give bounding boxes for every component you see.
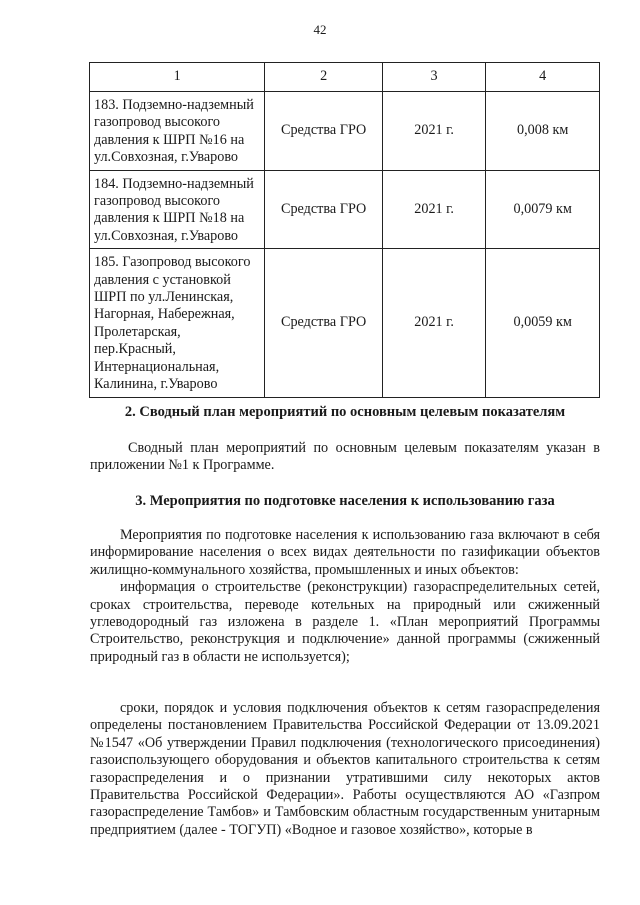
length-cell: 0,0079 км [486, 170, 600, 249]
year-cell: 2021 г. [382, 92, 486, 171]
table-header-row [90, 63, 600, 92]
year-cell: 2021 г. [382, 249, 486, 397]
section-3-paragraph-3: сроки, порядок и условия подключения объектов к сетям газораспределения определены постановлением Правительства Российской Федерации от 13.09.2021 №1547 «Об утверждении Правил подключения (технологического присоединения) газоиспользующего оборудования и объектов капитального строительства к сетям газораспределения и о признании утратившими силу некоторых актов Правительства Российской Федерации». Работы осуществляются АО «Газпром газораспределение Тамбов» и Тамбовским областным государственным унитарным предприятием (далее - ТОГУП) «Водное и газовое хозяйство», которые в [90, 700, 600, 838]
header-cell: 1 [90, 63, 265, 92]
section-2-title: 2. Сводный план мероприятий по основным целевым показателям [124, 404, 566, 420]
header-cell: 2 [265, 63, 382, 92]
section-3-paragraph-2: информация о строительстве (реконструкции) газораспределительных сетей, сроках строительства, переводе котельных на природный или сжиженный углеводородный газ изложена в разделе 1. «План мероприятий Программы Строительство, реконструкция и подключение» данной программы (сжиженный природный газ в области не используется); [90, 579, 600, 665]
object-name-cell: 184. Подземно-надземный газопровод высокого давления к ШРП №18 на ул.Совхозная, г.Уварово [90, 170, 265, 249]
section-3-title: 3. Мероприятия по подготовке населения к использованию газа [135, 493, 555, 509]
funding-source-cell: Средства ГРО [265, 170, 382, 249]
page-number: 42 [313, 22, 327, 37]
section-2-text: Сводный план мероприятий по основным целевым показателям указан в приложении №1 к Программе. [90, 440, 600, 474]
funding-source-cell: Средства ГРО [265, 249, 382, 397]
table-row [90, 92, 600, 171]
length-cell: 0,0059 км [486, 249, 600, 397]
object-name-cell: 183. Подземно-надземный газопровод высокого давления к ШРП №16 на ул.Совхозная, г.Уварово [90, 92, 265, 171]
header-cell: 3 [382, 63, 486, 92]
object-name-cell: 185. Газопровод высокого давления с установкой ШРП по ул.Ленинская, Нагорная, Набережная, Пролетарская, пер.Красный, Интернациональная, Калинина, г.Уварово [90, 249, 265, 397]
table-row [90, 249, 600, 397]
plan-table [89, 62, 600, 398]
length-cell: 0,008 км [486, 92, 600, 171]
header-cell: 4 [486, 63, 600, 92]
funding-source-cell: Средства ГРО [265, 92, 382, 171]
year-cell: 2021 г. [382, 170, 486, 249]
table-row [90, 170, 600, 249]
section-3-paragraph-1: Мероприятия по подготовке населения к использованию газа включают в себя информирование населения о всех видах деятельности по газификации объектов жилищно-коммунального хозяйства, промышленных и иных объектов: [90, 527, 600, 578]
